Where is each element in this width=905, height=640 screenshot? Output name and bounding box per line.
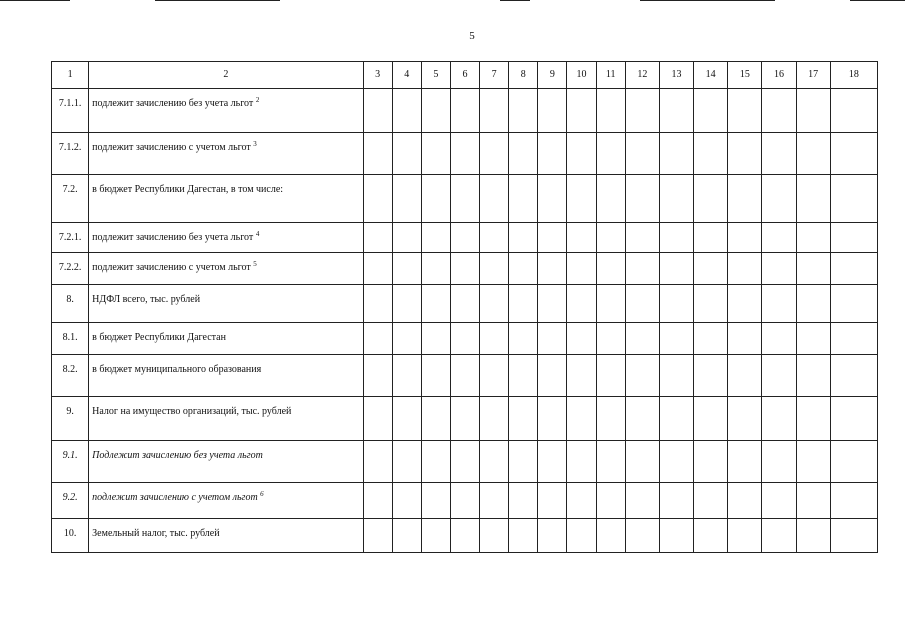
data-cell [762,89,796,133]
data-cell [480,175,509,223]
row-label-text: подлежит зачислению без учета льгот [92,232,254,243]
data-cell [694,355,728,397]
data-cell [567,441,596,483]
data-cell [480,519,509,553]
data-cell [728,483,762,519]
data-cell [567,89,596,133]
row-number: 9.2. [52,483,89,519]
data-cell [480,89,509,133]
data-cell [363,89,392,133]
row-label-text: подлежит зачислению с учетом льгот [92,142,251,153]
data-cell [796,441,830,483]
row-label [89,397,363,441]
data-cell [625,253,659,285]
header-row [52,62,878,89]
data-cell [728,175,762,223]
data-cell [363,519,392,553]
data-cell [796,133,830,175]
data-cell [509,519,538,553]
header-cell: 7 [480,62,509,89]
footnote-ref: 3 [253,140,257,148]
data-cell [659,483,693,519]
data-cell [625,355,659,397]
data-cell [762,397,796,441]
data-cell [450,223,479,253]
header-cell: 2 [89,62,363,89]
row-number: 8.2. [52,355,89,397]
data-cell [421,175,450,223]
data-cell [762,285,796,323]
data-cell [796,223,830,253]
data-cell [728,253,762,285]
scan-mark [500,0,530,1]
data-cell [538,285,567,323]
data-cell [625,175,659,223]
data-cell [480,355,509,397]
data-cell [450,483,479,519]
data-cell [728,89,762,133]
header-cell: 9 [538,62,567,89]
data-cell [694,285,728,323]
data-cell [509,175,538,223]
table-row [52,323,878,355]
data-cell [363,133,392,175]
row-label [89,175,363,223]
data-cell [538,397,567,441]
data-cell [625,89,659,133]
data-cell [659,519,693,553]
data-cell [509,483,538,519]
data-cell [567,519,596,553]
data-cell [625,483,659,519]
data-cell [538,483,567,519]
data-cell [694,519,728,553]
data-cell [567,133,596,175]
row-label [89,519,363,553]
row-number: 7.1.2. [52,133,89,175]
row-number: 8. [52,285,89,323]
data-cell [392,285,421,323]
data-cell [363,441,392,483]
data-cell [728,355,762,397]
data-cell [830,89,877,133]
data-cell [450,355,479,397]
data-cell [538,323,567,355]
row-number: 7.2.2. [52,253,89,285]
data-cell [538,133,567,175]
row-label [89,223,363,253]
data-cell [694,89,728,133]
row-label [89,323,363,355]
data-cell [509,285,538,323]
data-cell [421,441,450,483]
data-cell [830,285,877,323]
data-cell [659,223,693,253]
data-cell [509,89,538,133]
header-cell: 1 [52,62,89,89]
data-cell [659,89,693,133]
data-cell [392,397,421,441]
data-cell [392,441,421,483]
data-cell [567,285,596,323]
table-row [52,397,878,441]
data-cell [796,253,830,285]
row-label [89,355,363,397]
row-number: 10. [52,519,89,553]
row-label [89,253,363,285]
table-row [52,285,878,323]
data-cell [363,175,392,223]
data-cell [421,355,450,397]
data-cell [728,133,762,175]
data-cell [762,323,796,355]
data-cell [538,253,567,285]
footnote-ref: 6 [260,490,264,498]
data-cell [567,253,596,285]
row-number: 7.2.1. [52,223,89,253]
row-label-text: подлежит зачислению без учета льгот [92,98,254,109]
data-cell [480,133,509,175]
data-cell [762,133,796,175]
data-cell [450,323,479,355]
row-label [89,133,363,175]
table-row [52,441,878,483]
table-row [52,89,878,133]
header-cell: 10 [567,62,596,89]
data-cell [421,133,450,175]
data-cell [796,175,830,223]
data-cell [659,355,693,397]
data-cell [392,483,421,519]
data-cell [567,223,596,253]
data-cell [421,483,450,519]
data-cell [596,223,625,253]
row-label-text: подлежит зачислению с учетом льгот [92,262,251,273]
data-cell [596,441,625,483]
data-cell [796,285,830,323]
data-cell [659,441,693,483]
data-cell [450,175,479,223]
scan-mark [0,0,70,1]
data-cell [830,253,877,285]
data-cell [392,519,421,553]
data-cell [392,355,421,397]
data-cell [567,355,596,397]
row-label-text: в бюджет Республики Дагестан [92,332,226,343]
header-cell: 18 [830,62,877,89]
data-cell [796,355,830,397]
data-cell [392,89,421,133]
data-cell [480,483,509,519]
data-cell [421,285,450,323]
data-cell [567,175,596,223]
row-number: 9. [52,397,89,441]
data-cell [450,285,479,323]
data-cell [796,323,830,355]
data-cell [450,441,479,483]
header-cell: 15 [728,62,762,89]
row-label-text: подлежит зачислению с учетом льгот [92,492,258,503]
data-cell [625,133,659,175]
data-cell [659,175,693,223]
data-cell [796,483,830,519]
row-label [89,441,363,483]
data-cell [659,253,693,285]
data-cell [392,253,421,285]
data-cell [596,133,625,175]
scan-mark [640,0,775,1]
data-cell [596,355,625,397]
data-cell [796,519,830,553]
data-cell [762,175,796,223]
data-cell [480,285,509,323]
data-cell [762,223,796,253]
data-cell [694,133,728,175]
data-cell [363,323,392,355]
data-cell [538,355,567,397]
data-cell [659,323,693,355]
data-cell [421,89,450,133]
data-cell [450,133,479,175]
data-cell [392,133,421,175]
data-cell [830,441,877,483]
data-cell [694,323,728,355]
data-cell [762,483,796,519]
header-cell: 16 [762,62,796,89]
data-cell [538,223,567,253]
data-cell [830,355,877,397]
data-cell [659,397,693,441]
row-label-text: Налог на имущество организаций, тыс. рублей [92,406,292,417]
data-cell [596,519,625,553]
data-cell [363,285,392,323]
data-cell [694,397,728,441]
data-cell [694,483,728,519]
data-cell [480,323,509,355]
data-cell [762,519,796,553]
data-cell [830,175,877,223]
data-cell [796,397,830,441]
data-cell [392,323,421,355]
table-row [52,355,878,397]
data-cell [450,89,479,133]
header-cell: 11 [596,62,625,89]
data-cell [659,133,693,175]
data-cell [596,397,625,441]
data-cell [363,253,392,285]
data-cell [480,397,509,441]
data-cell [509,253,538,285]
row-label-text: НДФЛ всего, тыс. рублей [92,294,201,305]
data-cell [421,323,450,355]
header-cell: 5 [421,62,450,89]
data-cell [796,89,830,133]
data-cell [509,355,538,397]
footnote-ref: 4 [255,230,260,238]
data-cell [830,483,877,519]
data-cell [450,397,479,441]
data-cell [509,223,538,253]
data-cell [538,175,567,223]
data-cell [728,519,762,553]
data-cell [728,323,762,355]
data-cell [538,519,567,553]
data-cell [450,519,479,553]
data-cell [625,285,659,323]
data-cell [509,133,538,175]
data-cell [694,253,728,285]
data-cell [596,253,625,285]
footnote-ref: 5 [253,260,257,268]
row-label-text: в бюджет муниципального образования [92,364,262,375]
row-label-text: Земельный налог, тыс. рублей [92,528,220,539]
data-cell [509,441,538,483]
row-label-text: Подлежит зачислению без учета льгот [92,450,263,461]
row-number: 7.2. [52,175,89,223]
scan-mark [850,0,905,1]
data-cell [596,175,625,223]
data-cell [625,441,659,483]
data-cell [596,89,625,133]
table-row [52,133,878,175]
table-row [52,253,878,285]
header-cell: 6 [450,62,479,89]
table-row [52,519,878,553]
data-cell [509,323,538,355]
data-cell [363,483,392,519]
data-cell [728,397,762,441]
data-cell [421,253,450,285]
footnote-ref: 2 [255,96,260,104]
data-cell [363,223,392,253]
data-cell [421,223,450,253]
scan-mark [155,0,280,1]
row-number: 8.1. [52,323,89,355]
data-cell [625,397,659,441]
data-cell [421,519,450,553]
data-cell [480,441,509,483]
data-cell [830,223,877,253]
data-cell [392,175,421,223]
header-cell: 17 [796,62,830,89]
data-cell [830,133,877,175]
data-cell [625,519,659,553]
data-cell [694,441,728,483]
data-cell [728,285,762,323]
header-cell: 13 [659,62,693,89]
row-label [89,483,363,519]
data-cell [596,323,625,355]
data-cell [694,223,728,253]
data-cell [567,323,596,355]
data-cell [538,441,567,483]
header-cell: 12 [625,62,659,89]
header-cell: 14 [694,62,728,89]
header-cell: 8 [509,62,538,89]
row-label [89,89,363,133]
header-cell: 3 [363,62,392,89]
data-cell [728,223,762,253]
row-number: 9.1. [52,441,89,483]
data-cell [830,397,877,441]
table-row [52,483,878,519]
table-row [52,175,878,223]
row-number: 7.1.1. [52,89,89,133]
page-number: 5 [469,30,475,42]
data-cell [567,483,596,519]
data-cell [762,441,796,483]
row-label-text: в бюджет Республики Дагестан, в том числе: [92,184,284,195]
data-cell [480,223,509,253]
data-cell [830,323,877,355]
data-cell [762,355,796,397]
data-table [51,61,878,553]
data-cell [567,397,596,441]
data-cell [421,397,450,441]
data-cell [659,285,693,323]
data-cell [392,223,421,253]
data-cell [596,483,625,519]
data-cell [625,223,659,253]
data-cell [363,355,392,397]
data-cell [694,175,728,223]
data-cell [830,519,877,553]
data-cell [728,441,762,483]
data-cell [538,89,567,133]
data-cell [363,397,392,441]
header-cell: 4 [392,62,421,89]
data-cell [450,253,479,285]
row-label [89,285,363,323]
data-cell [509,397,538,441]
data-cell [625,323,659,355]
data-cell [596,285,625,323]
data-cell [480,253,509,285]
table-row [52,223,878,253]
data-cell [762,253,796,285]
